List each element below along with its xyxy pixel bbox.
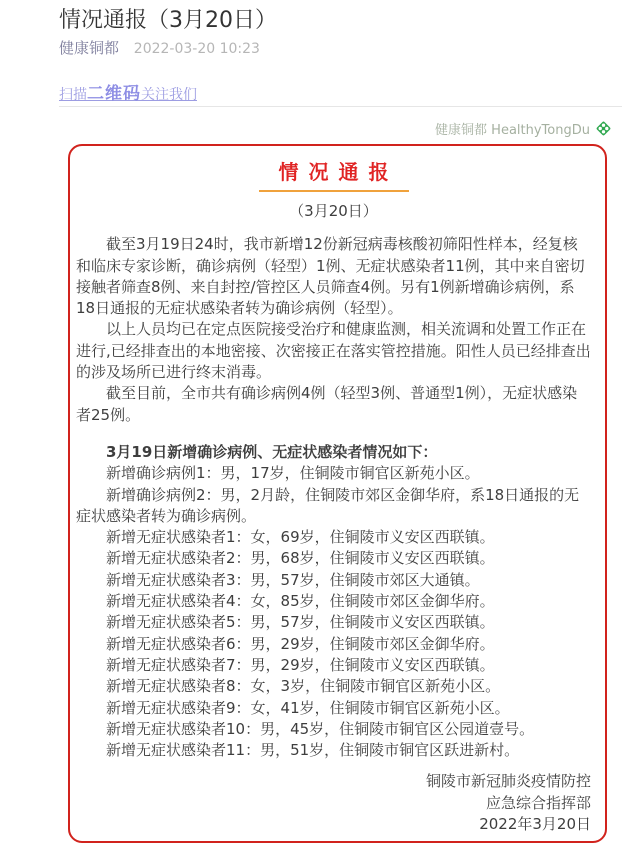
notice-subtitle: （3月20日）	[289, 202, 378, 220]
notice-paragraph: 截至3月19日24时，我市新增12份新冠病毒核酸初筛阳性样本，经复核和临床专家诊断，确诊病例（轻型）1例、无症状感染者11例，其中来自密切接触者筛查8例、来自封控/管控区人员筛查4例。另有1例新增确诊病例，系18日通报的无症状感染者转为确诊病例（轻型）。	[76, 235, 585, 318]
green-diamond-icon	[595, 120, 612, 137]
notice-paragraph: 截至目前，全市共有确诊病例4例（轻型3例、普通型1例），无症状感染者25例。	[76, 384, 578, 424]
publish-time: 2022-03-20 10:23	[133, 41, 260, 57]
notice-title: 情况通报	[278, 160, 399, 184]
page-title: 情况通报（3月20日）	[59, 8, 277, 33]
header-divider	[59, 106, 622, 107]
section-heading: 3月19日新增确诊病例、无症状感染者情况如下：	[106, 442, 438, 461]
case-line: 新增无症状感染者5：男，57岁，住铜陵市义安区西联镇。	[106, 613, 495, 632]
title-underline	[259, 190, 409, 192]
case-line: 新增无症状感染者9：女，41岁，住铜陵市铜官区新苑小区。	[106, 698, 510, 717]
brand-label: 健康铜都 HealthyTongDu	[435, 122, 590, 138]
case-line: 新增无症状感染者11：男，51岁，住铜陵市铜官区跃进新村。	[106, 741, 520, 760]
brand-row	[59, 119, 612, 137]
case-line: 新增无症状感染者8：女，3岁，住铜陵市铜官区新苑小区。	[106, 677, 501, 696]
signature-line: 2022年3月20日	[479, 815, 591, 834]
case-line: 新增无症状感染者3：男，57岁，住铜陵市郊区大通镇。	[106, 570, 480, 589]
notice-card	[68, 144, 607, 843]
signature-line: 应急综合指挥部	[485, 793, 591, 812]
signature-block	[76, 771, 591, 835]
case-line: 新增无症状感染者4：女，85岁，住铜陵市郊区金御华府。	[106, 592, 495, 611]
qr-link-highlight: 二维码	[87, 84, 141, 104]
case-line: 新增确诊病例1：男，17岁，住铜陵市铜官区新苑小区。	[106, 464, 480, 483]
case-line: 新增无症状感染者10：男，45岁，住铜陵市铜官区公园道壹号。	[106, 719, 535, 738]
case-line: 新增无症状感染者6：男，29岁，住铜陵市郊区金御华府。	[106, 634, 495, 653]
qr-link-suffix: 关注我们	[141, 87, 197, 103]
case-line: 新增无症状感染者2：男，68岁，住铜陵市义安区西联镇。	[106, 549, 495, 568]
account-name-link[interactable]: 健康铜都	[59, 39, 120, 57]
article-meta	[59, 39, 622, 58]
qr-link-prefix: 扫描	[59, 87, 87, 103]
case-line: 新增无症状感染者7：男，29岁，住铜陵市义安区西联镇。	[106, 655, 495, 674]
case-line: 新增确诊病例2：男，2月龄，住铜陵市郊区金御华府，系18日通报的无症状感染者转为确诊病例。	[76, 485, 580, 525]
signature-line: 铜陵市新冠肺炎疫情防控	[425, 772, 591, 791]
case-line: 新增无症状感染者1：女，69岁，住铜陵市义安区西联镇。	[106, 528, 495, 547]
notice-paragraph: 以上人员均已在定点医院接受治疗和健康监测，相关流调和处置工作正在进行,已经排查出的本地密接、次密接正在落实管控措施。阳性人员已经排查出的涉及场所已进行终末消毒。	[76, 320, 591, 382]
qr-follow-link[interactable]	[59, 85, 197, 105]
